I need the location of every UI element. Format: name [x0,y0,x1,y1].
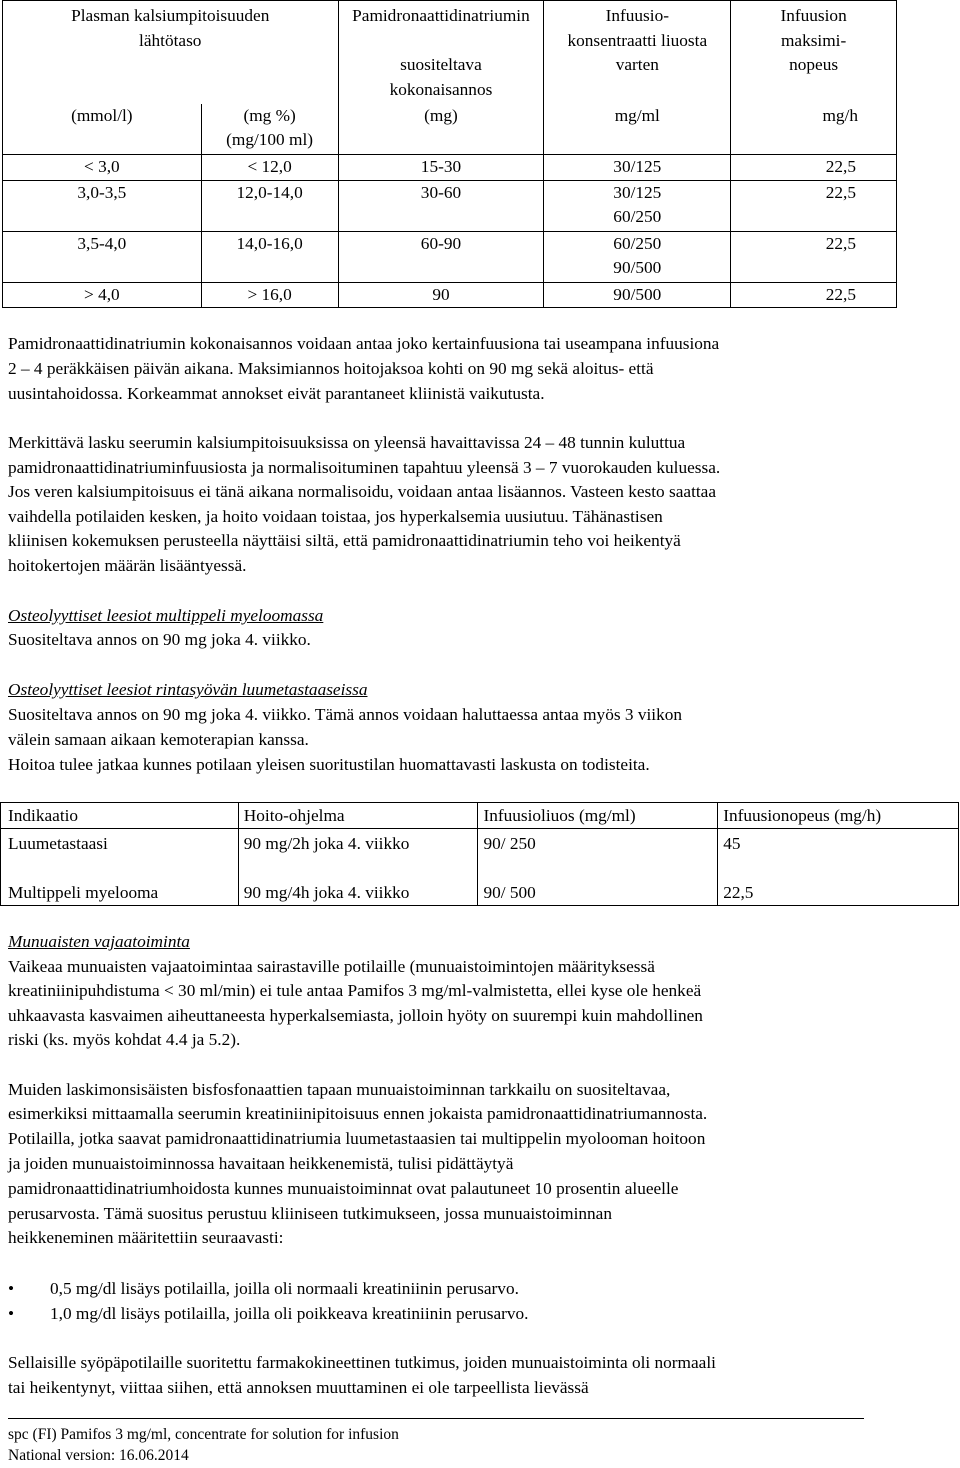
text-line: Hoitoa tulee jatkaa kunnes potilaan yleisen suoritustilan huomattavasti laskusta on todisteita. [8,755,650,774]
text-line: Vaikeaa munuaisten vajaatoimintaa sairastaville potilaille (munuaistoimintojen määrityksessä [8,957,655,976]
footer-document: spc (FI) Pamifos 3 mg/ml, concentrate for solution for infusion [8,1426,399,1443]
text-line: pamidronaattidinatriuminfuusiosta ja normalisoituminen tapahtuu yleensä 3 – 7 vuorokauden kuluessa. [8,458,721,477]
unit-text: (mg %) [243,105,296,125]
cell-text: 90 mg/4h joka 4. viikko [243,883,410,902]
text-line: uhkaavasta kasvaimen aiheuttaneesta hyperkalsemiasta, jolloin hyöty on suurempi kuin mahdollinen [8,1006,703,1025]
text-line: heikkeneminen määritettiin seuraavasti: [8,1228,284,1247]
header-text: kokonaisannos [389,79,493,99]
cell-mmol: < 3,0 [3,155,202,181]
cell-text: Multippeli myelooma [8,883,159,902]
header-text: Infuusion [780,6,847,25]
cell-regimen [238,829,478,906]
text-line: Muiden laskimonsisäisten bisfosfonaattien tapaan munuaistoiminnan tarkkailu on suositeltavaa, [8,1080,671,1099]
heading-renal: Munuaisten vajaatoiminta [8,932,190,951]
dosing-row [3,180,897,231]
dosing-row [3,282,897,308]
cell-dose: 30-60 [338,180,544,231]
dosing-table [2,0,897,308]
header-infusion-concentrate [544,1,731,104]
cell-text: 90/ 250 [483,834,536,853]
text-line: riski (ks. myös kohdat 4.4 ja 5.2). [8,1030,241,1049]
unit-mgh: mg/h [731,104,897,155]
cell-text: 90/ 500 [483,883,536,902]
cell-conc [544,180,731,231]
cell-conc: 30/125 [544,155,731,181]
header-regimen: Hoito-ohjelma [238,803,478,829]
text-line: kliinisen kokemuksen perusteella näyttäisi siltä, että pamidronaattidinatriumin teho voi heikentyä [8,531,681,550]
conc-line: 30/125 [613,182,662,202]
header-text: nopeus [789,55,839,74]
unit-mg-pct [201,104,338,155]
header-max-rate [731,1,897,104]
cell-mmol: 3,0-3,5 [3,180,202,231]
text-line: Pamidronaattidinatriumin kokonaisannos voidaan antaa joko kertainfuusiona tai useampana infuusiona [8,334,720,353]
list-item: 1,0 mg/dl lisäys potilailla, joilla oli poikkeava kreatiniinin perusarvo. [50,1304,529,1323]
header-text: varten [615,55,659,74]
cell-rate: 22,5 [731,282,897,308]
myeloma-text: Suositeltava annos on 90 mg joka 4. viikko. [8,630,311,649]
header-text: Pamidronaattidinatriumin [352,6,530,25]
cell-solution [478,829,718,906]
dosing-header-row [3,1,897,104]
text-line: ja joiden munuaistoiminnossa havaitaan heikkenemistä, tulisi pidättäytyä [8,1154,514,1173]
bullet-icon: • [8,1279,15,1298]
cell-rate: 22,5 [731,231,897,282]
header-recommended-dose [338,1,544,104]
header-text: konsentraatti liuosta [567,30,708,50]
cell-text: 90 mg/2h joka 4. viikko [243,834,410,853]
text-line: Merkittävä lasku seerumin kalsiumpitoisuuksissa on yleensä havaittavissa 24 – 48 tunnin kuluttua [8,433,686,452]
cell-mg-pct: < 12,0 [201,155,338,181]
header-calcium-level [3,1,339,104]
heading-myeloma: Osteolyyttiset leesiot multippeli myeloomassa [8,606,324,625]
text-line: vaihdella potilaiden kesken, ja hoito voidaan toistaa, jos hyperkalsemia uusiutuu. Tähänastisen [8,507,663,526]
cell-mg-pct: 14,0-16,0 [201,231,338,282]
unit-mg: (mg) [338,104,544,155]
cell-rate: 22,5 [731,155,897,181]
footer-version: National version: 16.06.2014 [8,1447,189,1464]
text-line: Jos veren kalsiumpitoisuus ei tänä aikana normalisoidu, voidaan antaa lisäannos. Vasteen kesto saattaa [8,482,717,501]
cell-text: 22,5 [723,883,754,902]
cell-text: 45 [723,834,741,853]
text-line: tai heikentynyt, viittaa siihen, että annoksen muuttaminen ei ole tarpeellista lievässä [8,1378,589,1397]
cell-mg-pct: 12,0-14,0 [201,180,338,231]
header-solution: Infuusioliuos (mg/ml) [478,803,718,829]
heading-breast-cancer: Osteolyyttiset leesiot rintasyövän luumetastaaseissa [8,680,368,699]
cell-conc [544,231,731,282]
indication-table [0,802,959,906]
cell-mmol: 3,5-4,0 [3,231,202,282]
text-line: pamidronaattidinatriumhoidosta kunnes munuaistoiminnat ovat palautuneet 10 prosentin alueelle [8,1179,679,1198]
indication-row [1,829,959,906]
header-rate: Infuusionopeus (mg/h) [718,803,959,829]
text-line: Suositeltava annos on 90 mg joka 4. viikko. Tämä annos voidaan haluttaessa antaa myös 3 viikon [8,705,683,724]
unit-text: (mg/100 ml) [226,130,314,149]
cell-conc: 90/500 [544,282,731,308]
cell-dose: 90 [338,282,544,308]
text-line: kreatiniinipuhdistuma < 30 ml/min) ei tule antaa Pamifos 3 mg/ml-valmistetta, ellei kyse ole henkeä [8,981,702,1000]
unit-mmol: (mmol/l) [3,104,202,155]
text-line: hoitokertojen määrän lisääntyessä. [8,556,247,575]
cell-rate: 22,5 [731,180,897,231]
bullet-icon: • [8,1304,15,1323]
unit-mgml: mg/ml [544,104,731,155]
text-line: uusintahoidossa. Korkeammat annokset eivät parantaneet kliinistä vaikutusta. [8,384,545,403]
header-text: Plasman kalsiumpitoisuuden [71,6,270,25]
conc-line: 60/250 [613,233,662,253]
text-line: Potilailla, jotka saavat pamidronaattidinatriumia luumetastaasien tai multippelin myolooman hoitoon [8,1129,706,1148]
indication-header-row [1,803,959,829]
cell-mg-pct: > 16,0 [201,282,338,308]
header-indication: Indikaatio [1,803,239,829]
cell-mmol: > 4,0 [3,282,202,308]
header-text: suositeltava [400,55,482,74]
conc-line: 60/250 [613,207,662,226]
text-line: perusarvosta. Tämä suositus perustuu kliiniseen tutkimukseen, jossa munuaistoiminnan [8,1204,612,1223]
dosing-row [3,231,897,282]
header-text: lähtötaso [139,30,202,50]
cell-rate [718,829,959,906]
dosing-units-row [3,104,897,155]
text-line: 2 – 4 peräkkäisen päivän aikana. Maksimiannos hoitojaksoa kohti on 90 mg sekä aloitus- että [8,359,654,378]
cell-text: Luumetastaasi [8,834,108,853]
list-item: 0,5 mg/dl lisäys potilailla, joilla oli normaali kreatiniinin perusarvo. [50,1279,519,1298]
cell-indication [1,829,239,906]
text-line: esimerkiksi mittaamalla seerumin kreatiniinipitoisuus ennen jokaista pamidronaattidinatriumannosta. [8,1104,708,1123]
dosing-row [3,155,897,181]
cell-dose: 15-30 [338,155,544,181]
cell-dose: 60-90 [338,231,544,282]
header-text: Infuusio- [605,6,669,25]
text-line: Sellaisille syöpäpotilaille suoritettu farmakokineettinen tutkimus, joiden munuaistoiminta oli normaali [8,1353,716,1372]
conc-line: 90/500 [613,258,662,277]
footer-divider [8,1418,864,1419]
text-line: välein samaan aikaan kemoterapian kanssa. [8,730,309,749]
header-text: maksimi- [780,30,847,50]
